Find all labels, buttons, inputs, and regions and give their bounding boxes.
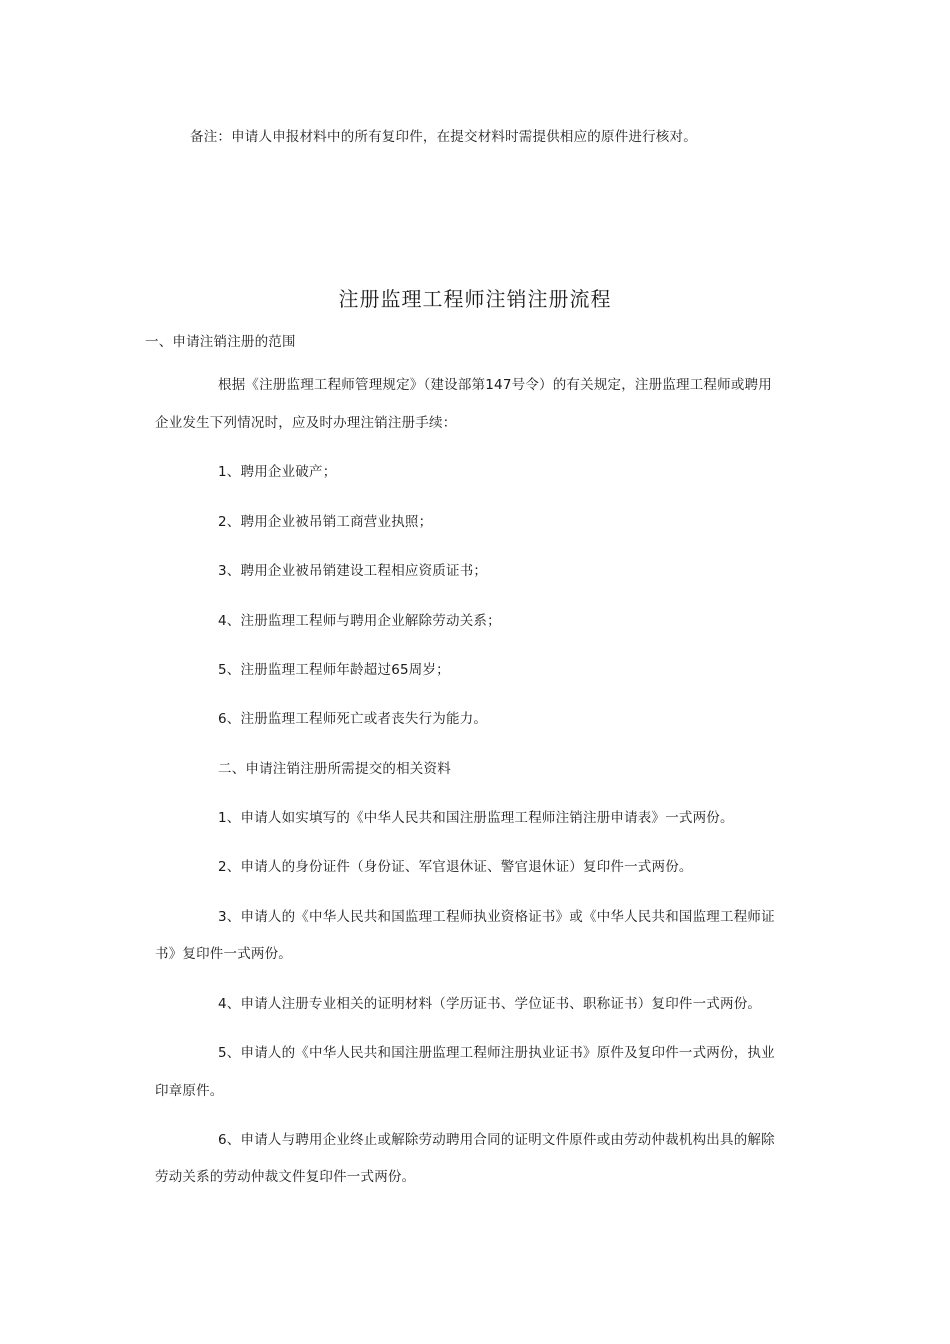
- list-item: 4、注册监理工程师与聘用企业解除劳动关系；: [218, 613, 501, 629]
- note-text: 备注：申请人申报材料中的所有复印件，在提交材料时需提供相应的原件进行核对。: [190, 129, 697, 145]
- section1-intro-line2: 企业发生下列情况时，应及时办理注销注册手续：: [155, 415, 457, 431]
- list-item: 4、申请人注册专业相关的证明材料（学历证书、学位证书、职称证书）复印件一式两份。: [218, 996, 762, 1012]
- page-title: 注册监理工程师注销注册流程: [338, 287, 612, 311]
- list-item: 1、聘用企业破产；: [218, 464, 337, 480]
- list-item: 6、申请人与聘用企业终止或解除劳动聘用合同的证明文件原件或由劳动仲裁机构出具的解除: [218, 1132, 775, 1148]
- list-item: 5、注册监理工程师年龄超过65周岁；: [218, 662, 450, 678]
- list-item-continuation: 印章原件。: [155, 1083, 224, 1099]
- list-item-continuation: 劳动关系的劳动仲裁文件复印件一式两份。: [155, 1169, 416, 1185]
- list-item: 1、申请人如实填写的《中华人民共和国注册监理工程师注销注册申请表》一式两份。: [218, 810, 734, 826]
- list-item-continuation: 书》复印件一式两份。: [155, 946, 292, 962]
- list-item: 5、申请人的《中华人民共和国注册监理工程师注册执业证书》原件及复印件一式两份，执业: [218, 1045, 775, 1061]
- section1-heading: 一、申请注销注册的范围: [145, 334, 296, 350]
- section1-intro-line1: 根据《注册监理工程师管理规定》（建设部第147号令）的有关规定，注册监理工程师或聘用: [218, 377, 772, 393]
- list-item: 2、聘用企业被吊销工商营业执照；: [218, 514, 433, 530]
- section2-heading: 二、申请注销注册所需提交的相关资料: [218, 761, 451, 777]
- list-item: 6、注册监理工程师死亡或者丧失行为能力。: [218, 711, 488, 727]
- list-item: 3、申请人的《中华人民共和国监理工程师执业资格证书》或《中华人民共和国监理工程师证: [218, 909, 775, 925]
- list-item: 3、聘用企业被吊销建设工程相应资质证书；: [218, 563, 488, 579]
- list-item: 2、申请人的身份证件（身份证、军官退休证、警官退休证）复印件一式两份。: [218, 859, 693, 875]
